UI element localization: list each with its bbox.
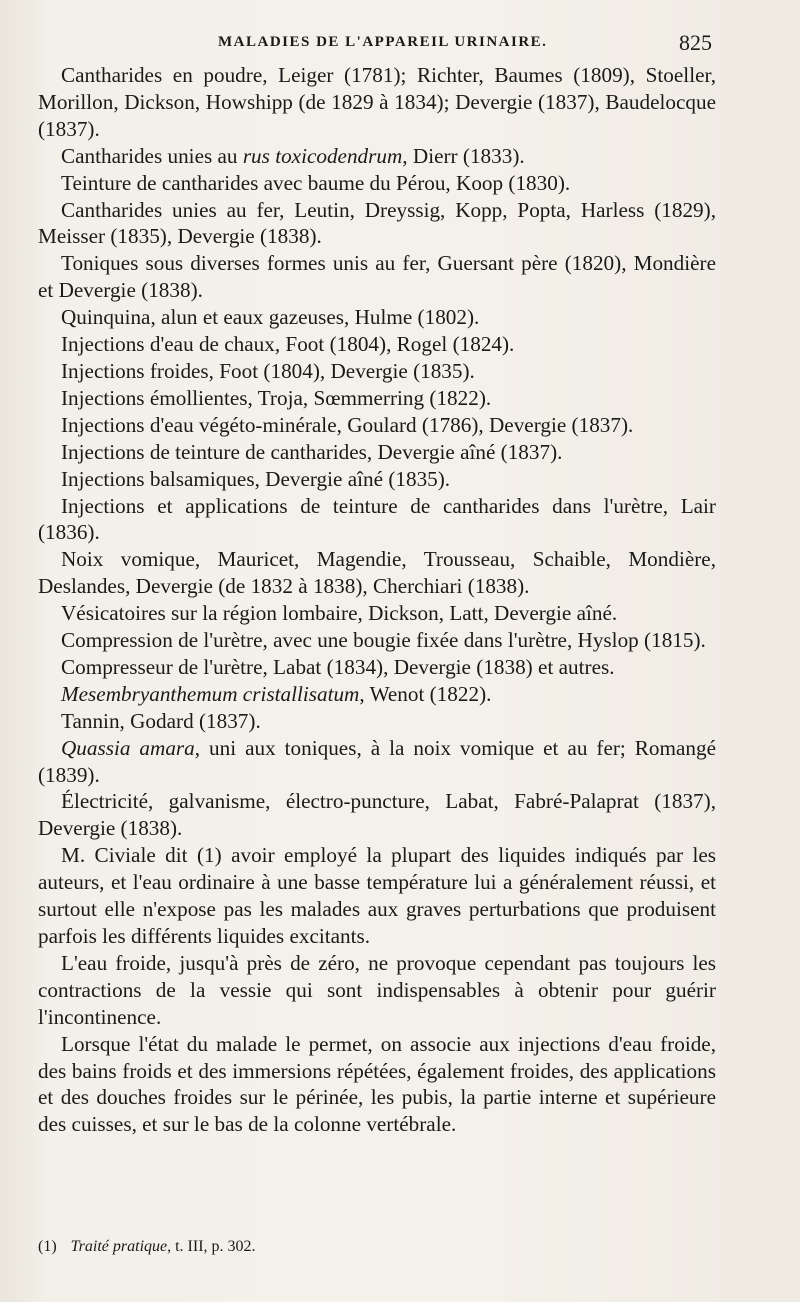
paragraph: Injections balsamiques, Devergie aîné (1835).: [61, 466, 451, 491]
footnote-title: Traité pratique: [70, 1238, 168, 1255]
body-text: [38, 62, 716, 1138]
page-number: 825: [679, 30, 712, 55]
paragraph: [38, 681, 716, 708]
paragraph: Cantharides en poudre, Leiger (1781); Richter, Baumes (1809), Stoeller, Morillon, Dickson, Howshipp (de 1829 à 1834); Devergie (1837), Baudelocque (1837).: [38, 63, 716, 141]
paragraph: Quinquina, alun et eaux gazeuses, Hulme (1802).: [61, 305, 480, 330]
paragraph: Lorsque l'état du malade le permet, on associe aux injections d'eau froide, des bains froids et des immersions répétées, également froides, des applications et des douches froides sur le périnée, les pubis, la partie interne et supérieure des cuisses, et sur le bas de la colonne vertébrale.: [38, 1031, 716, 1137]
italic-term: rus toxicodendrum: [242, 143, 403, 168]
paragraph: Électricité, galvanisme, électro-puncture, Labat, Fabré-Palaprat (1837), Devergie (1838).: [38, 789, 716, 841]
paragraph-text: , Wenot (1822).: [359, 681, 492, 706]
paragraph: Compresseur de l'urètre, Labat (1834), Devergie (1838) et autres.: [61, 654, 615, 679]
running-title: MALADIES DE L'APPAREIL URINAIRE.: [218, 34, 548, 50]
paragraph-text: , uni aux toniques, à la noix vomique et au fer; Romangé (1839).: [38, 735, 716, 787]
italic-term: Quassia amara: [61, 735, 195, 760]
paragraph: Injections et applications de teinture de cantharides dans l'urètre, Lair (1836).: [38, 493, 716, 545]
paragraph-text: , Dierr (1833).: [402, 143, 525, 168]
paragraph: Cantharides unies au fer, Leutin, Dreyssig, Kopp, Popta, Harless (1829), Meisser (1835), Devergie (1838).: [38, 197, 716, 249]
paragraph: Compression de l'urètre, avec une bougie fixée dans l'urètre, Hyslop (1815).: [61, 628, 706, 653]
paragraph: Injections d'eau végéto-minérale, Goulard (1786), Devergie (1837).: [61, 412, 634, 437]
paragraph: Vésicatoires sur la région lombaire, Dickson, Latt, Devergie aîné.: [61, 601, 618, 626]
paragraph: Injections émollientes, Troja, Sœmmerring (1822).: [61, 385, 492, 410]
italic-term: Mesembryanthemum cristallisatum: [61, 681, 360, 706]
paragraph: Teinture de cantharides avec baume du Pérou, Koop (1830).: [61, 170, 571, 195]
paragraph-text: Cantharides unies au: [61, 143, 243, 168]
paragraph: Toniques sous diverses formes unis au fer, Guersant père (1820), Mondière et Devergie (1838).: [38, 251, 716, 303]
page-header: [38, 30, 712, 60]
paragraph: [38, 735, 716, 789]
paragraph: [38, 143, 716, 170]
paragraph: Noix vomique, Mauricet, Magendie, Trousseau, Schaible, Mondière, Deslandes, Devergie (de 1832 à 1838), Cherchiari (1838).: [38, 547, 716, 599]
footnote-reference: , t. III, p. 302.: [167, 1238, 256, 1255]
paragraph: Injections froides, Foot (1804), Devergie (1835).: [61, 358, 475, 383]
paragraph: Tannin, Godard (1837).: [61, 708, 261, 733]
footnote-marker: (1): [38, 1238, 57, 1255]
paragraph: M. Civiale dit (1) avoir employé la plupart des liquides indiqués par les auteurs, et l'eau ordinaire à une basse température lui a généralement réussi, et surtout elle n'expose pas les malades aux graves perturbations que produisent parfois les différents liquides excitants.: [38, 843, 716, 948]
paragraph: Injections d'eau de chaux, Foot (1804), Rogel (1824).: [61, 332, 515, 357]
paragraph: L'eau froide, jusqu'à près de zéro, ne provoque cependant pas toujours les contractions de la vessie qui sont indispensables à obtenir pour guérir l'incontinence.: [38, 950, 716, 1029]
paragraph: Injections de teinture de cantharides, Devergie aîné (1837).: [61, 439, 563, 464]
footnote: [38, 1238, 716, 1256]
